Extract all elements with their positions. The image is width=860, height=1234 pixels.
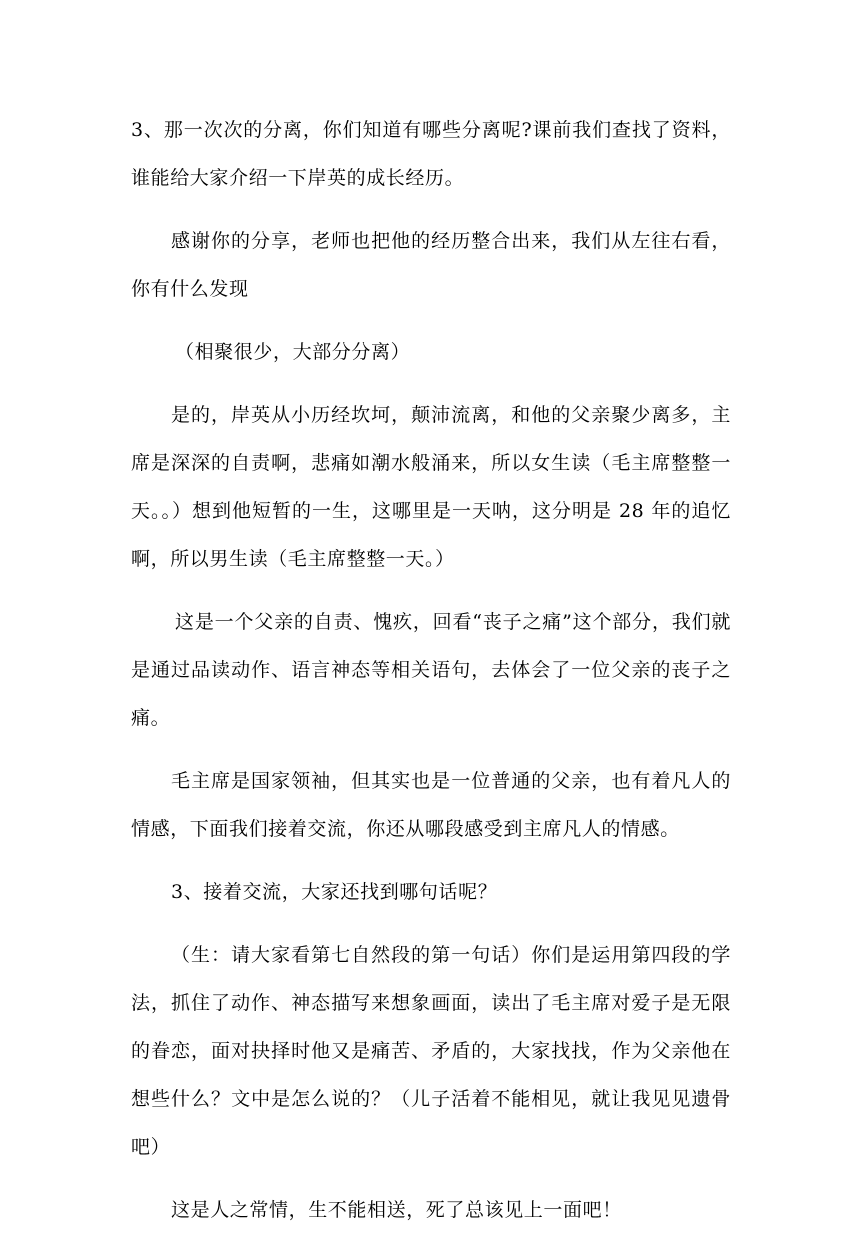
paragraph-1: 3、那一次次的分离，你们知道有哪些分离呢?课前我们查找了资料，谁能给大家介绍一下岸英的成长经历。 xyxy=(131,119,731,189)
paragraph-4: 是的，岸英从小历经坎坷，颠沛流离，和他的父亲聚少离多，主席是深深的自责啊，悲痛如潮水般涌来，所以女生读（毛主席整整一天。。）想到他短暂的一生，这哪里是一天呐，这分明是 28 年的追忆啊，所以男生读（毛主席整整一天。） xyxy=(131,404,731,570)
document-body xyxy=(131,106,731,1234)
paragraph-9: 这是人之常情，生不能相送，死了总该见上一面吧！ xyxy=(171,1199,622,1221)
paragraph-5: 这是一个父亲的自责、愧疚，回看“丧子之痛”这个部分，我们就是通过品读动作、语言神态等相关语句，去体会了一位父亲的丧子之痛。 xyxy=(131,611,731,729)
paragraph-3: （相聚很少，大部分分离） xyxy=(175,341,411,363)
paragraph-7: 3、接着交流，大家还找到哪句话呢？ xyxy=(171,881,498,903)
paragraph-2: 感谢你的分享，老师也把他的经历整合出来，我们从左往右看，你有什么发现 xyxy=(131,230,731,300)
paragraph-8: （生：请大家看第七自然段的第一句话）你们是运用第四段的学法，抓住了动作、神态描写来想象画面，读出了毛主席对爱子是无限的眷恋，面对抉择时他又是痛苦、矛盾的，大家找找，作为父亲他在想些什么？文中是怎么说的？（儿子活着不能相见，就让我见见遗骨吧） xyxy=(131,944,731,1158)
paragraph-6: 毛主席是国家领袖，但其实也是一位普通的父亲，也有着凡人的情感，下面我们接着交流，你还从哪段感受到主席凡人的情感。 xyxy=(131,770,731,840)
